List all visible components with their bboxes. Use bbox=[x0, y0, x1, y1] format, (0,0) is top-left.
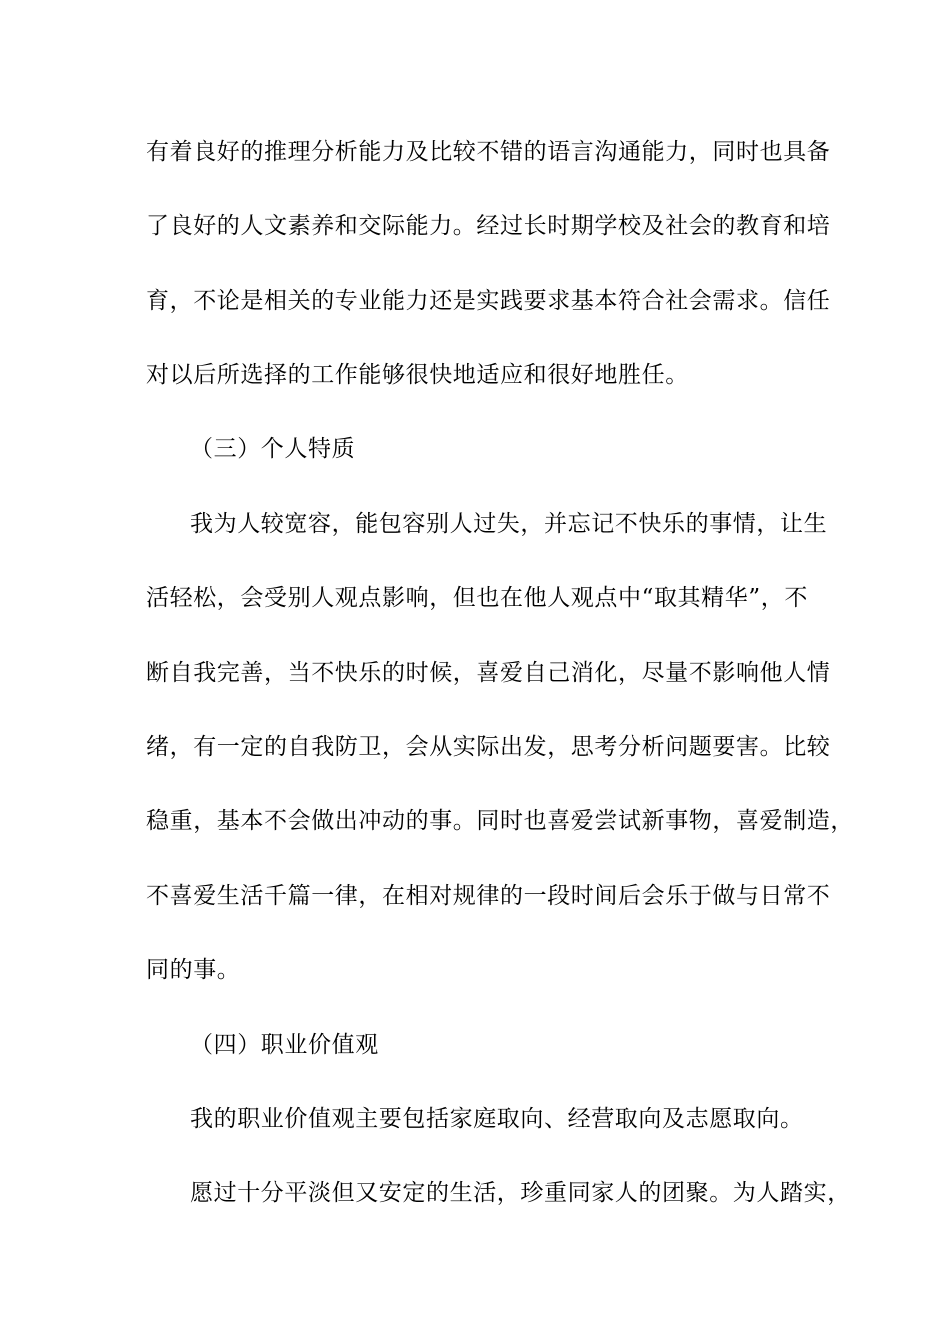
paragraph-line: 绪，有一定的自我防卫，会从实际出发，思考分析问题要害。比较 bbox=[146, 734, 831, 760]
paragraph-line: 对以后所选择的工作能够很快地适应和很好地胜任。 bbox=[146, 362, 689, 388]
paragraph-line: 我为人较宽容，能包容别人过失，并忘记不快乐的事情，让生 bbox=[190, 511, 828, 537]
paragraph-line: 不喜爱生活千篇一律，在相对规律的一段时间后会乐于做与日常不 bbox=[146, 883, 831, 909]
paragraph-line: 我的职业价值观主要包括家庭取向、经营取向及志愿取向。 bbox=[190, 1106, 804, 1132]
paragraph-line: 了良好的人文素养和交际能力。经过长时期学校及社会的教育和培 bbox=[146, 213, 831, 239]
paragraph-line: 愿过十分平淡但又安定的生活，珍重同家人的团聚。为人踏实， bbox=[190, 1180, 851, 1206]
paragraph-line: 同的事。 bbox=[146, 957, 241, 983]
section-heading: （三）个人特质 bbox=[190, 436, 356, 462]
paragraph-line: 育，不论是相关的专业能力还是实践要求基本符合社会需求。信任 bbox=[146, 288, 831, 314]
paragraph-line: 活轻松，会受别人观点影响，但也在他人观点中“取其精华”，不 bbox=[146, 585, 808, 611]
paragraph-line: 稳重，基本不会做出冲动的事。同时也喜爱尝试新事物，喜爱制造， bbox=[146, 808, 854, 834]
section-heading: （四）职业价值观 bbox=[190, 1032, 379, 1058]
paragraph-line: 有着良好的推理分析能力及比较不错的语言沟通能力，同时也具备 bbox=[146, 139, 831, 165]
paragraph-line: 断自我完善，当不快乐的时候，喜爱自己消化，尽量不影响他人情 bbox=[146, 660, 831, 686]
